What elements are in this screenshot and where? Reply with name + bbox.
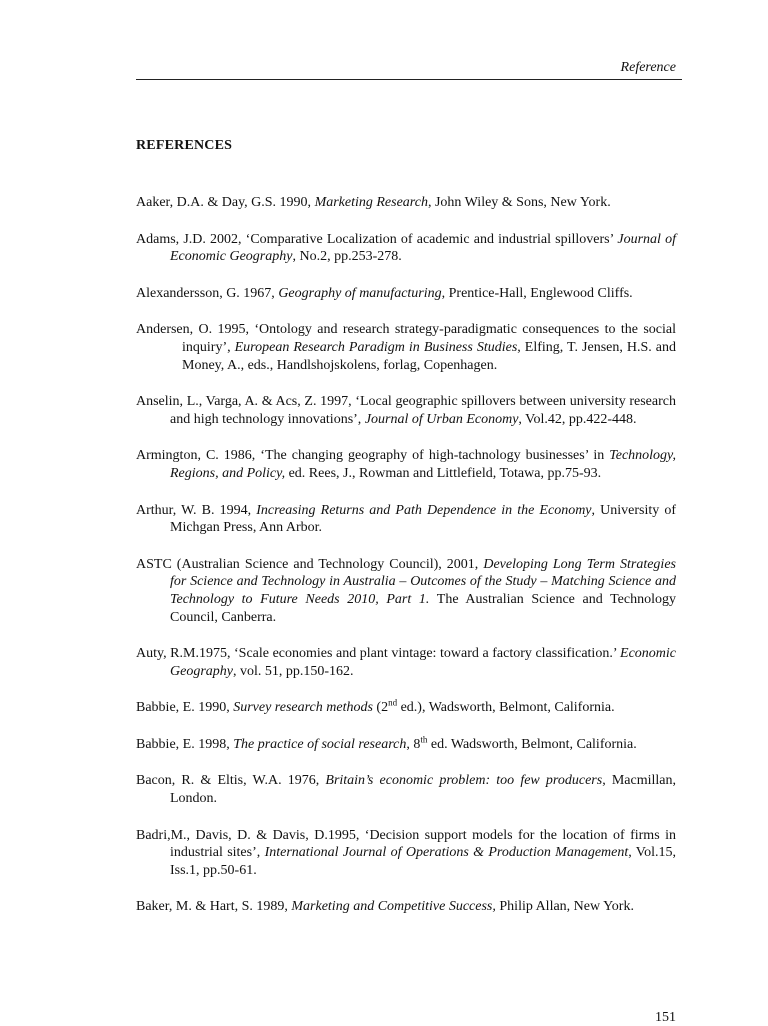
running-header: Reference <box>620 60 676 75</box>
reference-entry <box>136 556 676 626</box>
reference-segment: Armington, C. 1986, ‘The changing geography of high-tachnology businesses’ in <box>136 448 610 464</box>
reference-entry <box>136 321 676 374</box>
italic-title: Marketing Research <box>314 195 428 210</box>
reference-segment: ed. Wadsworth, Belmont, California. <box>427 736 637 752</box>
reference-text <box>136 827 676 880</box>
reference-text <box>136 393 676 428</box>
header-rule <box>136 79 682 80</box>
reference-entry <box>136 645 676 680</box>
reference-entry <box>136 736 676 754</box>
reference-segment: Auty, R.M.1975, ‘Scale economies and plant vintage: toward a factory classification.’ <box>136 646 621 662</box>
reference-segment: Babbie, E. 1990, <box>136 700 234 716</box>
reference-segment: Adams, J.D. 2002, ‘Comparative Localization of academic and industrial spillovers’ <box>136 231 618 247</box>
reference-text <box>136 285 676 303</box>
italic-title: Britain’s economic problem: too few producers <box>325 773 603 789</box>
reference-text <box>136 898 676 916</box>
reference-entry <box>136 772 676 807</box>
reference-entry <box>136 699 676 717</box>
reference-segment: The Australian Science and Technology Council, Canberra. <box>170 591 677 625</box>
reference-text <box>136 194 676 212</box>
italic-title: Technology, Regions, and Policy, <box>170 448 676 481</box>
reference-text <box>136 502 676 537</box>
reference-entry <box>136 898 676 916</box>
reference-segment: (2 <box>372 700 389 716</box>
reference-segment: , Prentice-Hall, Englewood Cliffs. <box>441 285 633 301</box>
reference-text <box>136 556 676 626</box>
italic-title: International Journal of Operations & Production Management <box>264 845 629 861</box>
reference-segment: ed. Rees, J., Rowman and Littlefield, Totawa, pp.75-93. <box>285 465 602 481</box>
reference-segment: , No.2, pp.253-278. <box>292 249 402 265</box>
reference-segment: , University of Michgan Press, Ann Arbor. <box>170 502 676 536</box>
reference-entry <box>136 827 676 880</box>
reference-segment: Aaker, D.A. & Day, G.S. 1990, <box>136 195 315 210</box>
reference-text <box>136 736 676 754</box>
italic-title: Survey research methods <box>233 700 373 716</box>
reference-segment: Arthur, W. B. 1994, <box>136 502 257 518</box>
reference-segment: , Macmillan, London. <box>170 773 676 807</box>
reference-text <box>136 645 676 680</box>
reference-segment: Andersen, O. 1995, ‘Ontology and research strategy-paradigmatic consequences to the social inquiry’, <box>136 322 676 355</box>
reference-segment: Badri,M., Davis, D. & Davis, D.1995, ‘Decision support models for the location of firms in industrial sites’, <box>136 827 676 861</box>
reference-segment: Anselin, L., Varga, A. & Acs, Z. 1997, ‘Local geographic spillovers between university research and high technology innovations’, <box>136 394 676 427</box>
reference-segment: Philip Allan, New York. <box>495 899 634 915</box>
italic-title: Increasing Returns and Path Dependence in the Economy <box>256 502 592 518</box>
italic-title: Geography of manufacturing <box>278 285 442 301</box>
reference-text <box>136 231 676 266</box>
reference-segment: , John Wiley & Sons, New York. <box>427 195 611 210</box>
superscript: nd <box>388 697 398 708</box>
reference-segment: , 8 <box>406 736 421 752</box>
reference-segment: , Vol.15, Iss.1, pp.50-61. <box>170 845 677 878</box>
italic-title: Developing Long Term Strategies for Science and Technology in Australia – Outcomes of the Study – Matching Science and Technology to Future Needs 2010, Part 1. <box>170 556 676 607</box>
italic-title: Journal of Economic Geography <box>170 231 676 265</box>
reference-segment: , Elfing, T. Jensen, H.S. and Money, A., eds., Handlshojskolens, forlag, Copenhagen. <box>182 339 676 373</box>
reference-entry <box>136 285 676 303</box>
section-title: REFERENCES <box>136 138 233 153</box>
reference-list <box>136 194 676 935</box>
reference-segment: ASTC (Australian Science and Technology Council), 2001, <box>136 556 484 572</box>
reference-text <box>136 699 676 717</box>
reference-text <box>136 772 676 807</box>
italic-title: Economic Geography <box>170 646 676 679</box>
reference-entry <box>136 231 676 266</box>
reference-segment: ed.), Wadsworth, Belmont, California. <box>397 700 615 716</box>
reference-segment: Alexandersson, G. 1967, <box>136 285 279 301</box>
reference-segment: Bacon, R. & Eltis, W.A. 1976, <box>136 773 326 789</box>
reference-segment: Baker, M. & Hart, S. 1989, <box>136 899 292 915</box>
reference-entry <box>136 447 676 482</box>
reference-segment: Babbie, E. 1998, <box>136 736 234 752</box>
reference-text <box>136 321 676 374</box>
page-number: 151 <box>655 1010 676 1025</box>
reference-entry <box>136 393 676 428</box>
reference-segment: , Vol.42, pp.422-448. <box>518 411 637 427</box>
reference-entry <box>136 194 676 212</box>
italic-title: European Research Paradigm in Business Studies <box>234 339 518 355</box>
superscript: th <box>420 734 428 745</box>
reference-entry <box>136 502 676 537</box>
reference-segment: , vol. 51, pp.150-162. <box>233 663 354 679</box>
reference-text <box>136 447 676 482</box>
italic-title: Marketing and Competitive Success, <box>291 899 496 915</box>
italic-title: Journal of Urban Economy <box>364 411 519 427</box>
italic-title: The practice of social research <box>233 736 407 752</box>
